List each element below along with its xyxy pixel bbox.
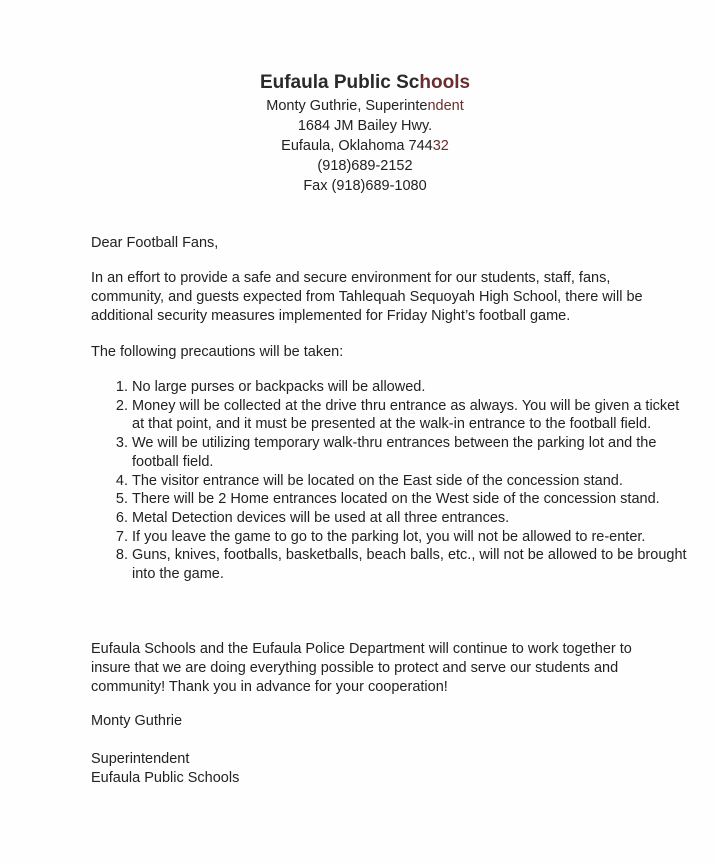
list-item: 7. If you leave the game to go to the parking lot, you will not be allowed to re-enter.: [132, 528, 692, 547]
precautions-lead-in: The following precautions will be taken:: [91, 344, 344, 360]
list-item: 3. We will be utilizing temporary walk-thru entrances between the parking lot and the football field.: [132, 434, 692, 471]
list-item: 8. Guns, knives, footballs, basketballs, beach balls, etc., will not be allowed to be brought into the game.: [132, 546, 692, 583]
superintendent-tinted: ndent: [427, 98, 464, 114]
precautions-list: [91, 378, 692, 584]
letterhead: [0, 70, 716, 196]
address-line: 1684 JM Bailey Hwy.: [297, 118, 433, 134]
school-name: [14, 70, 716, 96]
superintendent-line: [14, 96, 716, 116]
city-line: [14, 136, 716, 156]
intro-paragraph: In an effort to provide a safe and secure environment for our students, staff, fans, community, and guests expected from Tahlequah Sequoyah High School, there will be additional security measures implemented for Friday Night’s football game.: [91, 270, 643, 324]
fax-line: Fax (918)689-1080: [303, 178, 427, 194]
city-tinted: 32: [432, 138, 449, 154]
salutation: Dear Football Fans,: [91, 235, 219, 251]
school-name-tinted: hools: [419, 72, 471, 93]
list-item: 1. No large purses or backpacks will be allowed.: [132, 378, 692, 397]
list-item: 2. Money will be collected at the drive thru entrance as always. You will be given a ticket at that point, and it must be presented at the walk-in entrance to the football field.: [132, 397, 692, 434]
list-item: 4. The visitor entrance will be located on the East side of the concession stand.: [132, 472, 692, 491]
school-name-main: Eufaula Public Sc: [259, 72, 420, 93]
city-main: Eufaula, Oklahoma 744: [281, 138, 433, 154]
list-item: 6. Metal Detection devices will be used at all three entrances.: [132, 509, 692, 528]
signature-block: [91, 750, 651, 788]
signature-org: Eufaula Public Schools: [91, 770, 240, 786]
list-item: 5. There will be 2 Home entrances located on the West side of the concession stand.: [132, 490, 692, 509]
signature-title: Superintendent: [91, 751, 190, 767]
phone-line: (918)689-2152: [317, 158, 413, 174]
closing-paragraph: Eufaula Schools and the Eufaula Police Department will continue to work together to insure that we are doing everything possible to protect and serve our students and community! Thank you in advance for your cooperation!: [91, 641, 632, 695]
superintendent-main: Monty Guthrie, Superinte: [266, 98, 428, 114]
signature-name: Monty Guthrie: [91, 713, 183, 729]
